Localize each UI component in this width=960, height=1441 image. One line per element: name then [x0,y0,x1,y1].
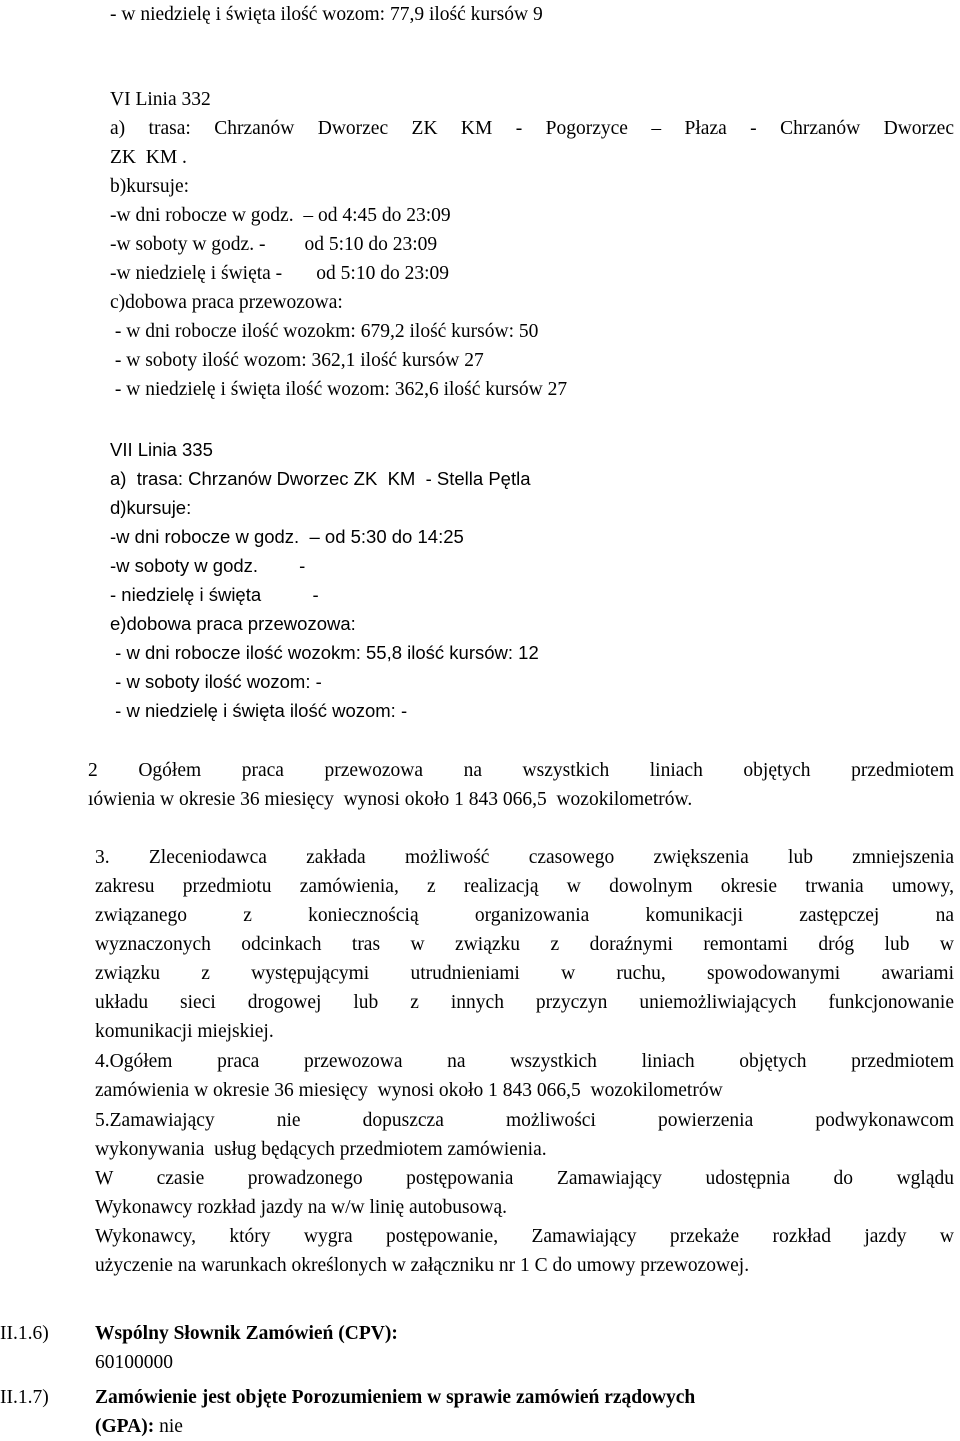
line-332-daily-saturdays: - w soboty ilość wozom: 362,1 ilość kursów 27 [110,350,484,371]
section-ii-1-7-line-2 [95,1412,183,1441]
section-ii-1-6-number: II.1.6) [0,1323,49,1344]
clause-3-line: 3. Zleceniodawca zakłada możliwość czasowego zwiększenia lub zmniejszenia [95,847,954,868]
line-332-workdays: -w dni robocze w godz. – od 4:45 do 23:09 [110,205,451,226]
clause-2-line-2: ıówienia w okresie 36 miesięcy wynosi około 1 843 066,5 wozokilometrów. [88,789,693,810]
schedule-line-1: W czasie prowadzonego postępowania Zamawiający udostępnia do wglądu [95,1168,954,1189]
line-335-route: a) trasa: Chrzanów Dworzec ZK KM - Stella Pętla [110,468,531,489]
line-335-sundays: - niedzielę i święta - [110,584,319,605]
line-sundays-previous: - w niedzielę i święta ilość wozom: 77,9 ilość kursów 9 [110,4,543,25]
clause-5-line-2: wykonywania usług będących przedmiotem zamówienia. [95,1139,547,1160]
line-335-daily-workdays: - w dni robocze ilość wozokm: 55,8 ilość kursów: 12 [110,642,539,663]
line-332-courses-label: b)kursuje: [110,176,190,197]
line-332-daily-label: c)dobowa praca przewozowa: [110,292,343,313]
line-335-heading: VII Linia 335 [110,439,213,460]
clause-4-line-2: zamówienia w okresie 36 miesięcy wynosi około 1 843 066,5 wozokilometrów [95,1080,723,1101]
clause-5-line-1: 5.Zamawiający nie dopuszcza możliwości powierzenia podwykonawcom [95,1110,954,1131]
clause-3-line: wyznaczonych odcinkach tras w związku z doraźnymi remontami dróg lub w [95,934,954,955]
line-335-daily-sundays: - w niedzielę i święta ilość wozom: - [110,700,408,721]
line-332-sundays: -w niedzielę i święta - od 5:10 do 23:09 [110,263,450,284]
clause-4-line-1: 4.Ogółem praca przewozowa na wszystkich liniach objętych przedmiotem [95,1051,954,1072]
section-ii-1-6-value: 60100000 [95,1352,173,1373]
line-332-heading: VI Linia 332 [110,89,211,110]
line-332-route-cont: ZK KM . [110,147,187,168]
section-ii-1-7-title-cont: (GPA): [95,1416,155,1437]
section-ii-1-7-title: Zamówienie jest objęte Porozumieniem w sprawie zamówień rządowych [95,1387,696,1408]
clause-2-line-1: 2 Ogółem praca przewozowa na wszystkich liniach objętych przedmiotem [88,760,954,781]
clause-3-line: związku z występującymi utrudnieniami w ruchu, spowodowanymi awariami [95,963,954,984]
line-332-saturdays: -w soboty w godz. - od 5:10 do 23:09 [110,234,438,255]
line-332-daily-workdays: - w dni robocze ilość wozokm: 679,2 ilość kursów: 50 [110,321,539,342]
clause-3-line: układu sieci drogowej lub z innych przyczyn uniemożliwiających funkcjonowanie [95,992,954,1013]
clause-3-line: związanego z koniecznością organizowania komunikacji zastępczej na [95,905,954,926]
loan-line-2: użyczenie na warunkach określonych w załączniku nr 1 C do umowy przewozowej. [95,1255,750,1276]
line-335-workdays: -w dni robocze w godz. – od 5:30 do 14:25 [110,526,464,547]
line-332-daily-sundays: - w niedzielę i święta ilość wozom: 362,6 ilość kursów 27 [110,379,568,400]
line-335-daily-saturdays: - w soboty ilość wozom: - [110,671,322,692]
section-ii-1-6-title: Wspólny Słownik Zamówień (CPV): [95,1323,398,1344]
section-ii-1-7-number: II.1.7) [0,1387,49,1408]
section-ii-1-7-value: nie [154,1416,183,1437]
line-335-courses-label: d)kursuje: [110,497,192,518]
line-335-daily-label: e)dobowa praca przewozowa: [110,613,356,634]
line-335-saturdays: -w soboty w godz. - [110,555,306,576]
schedule-line-2: Wykonawcy rozkład jazdy na w/w linię autobusową. [95,1197,507,1218]
line-332-route: a) trasa: Chrzanów Dworzec ZK KM - Pogorzyce – Płaza - Chrzanów Dworzec [110,118,954,139]
clause-3-line: zakresu przedmiotu zamówienia, z realizacją w dowolnym okresie trwania umowy, [95,876,954,897]
loan-line-1: Wykonawcy, który wygra postępowanie, Zamawiający przekaże rozkład jazdy w [95,1226,954,1247]
clause-3-last-line: komunikacji miejskiej. [95,1021,274,1042]
